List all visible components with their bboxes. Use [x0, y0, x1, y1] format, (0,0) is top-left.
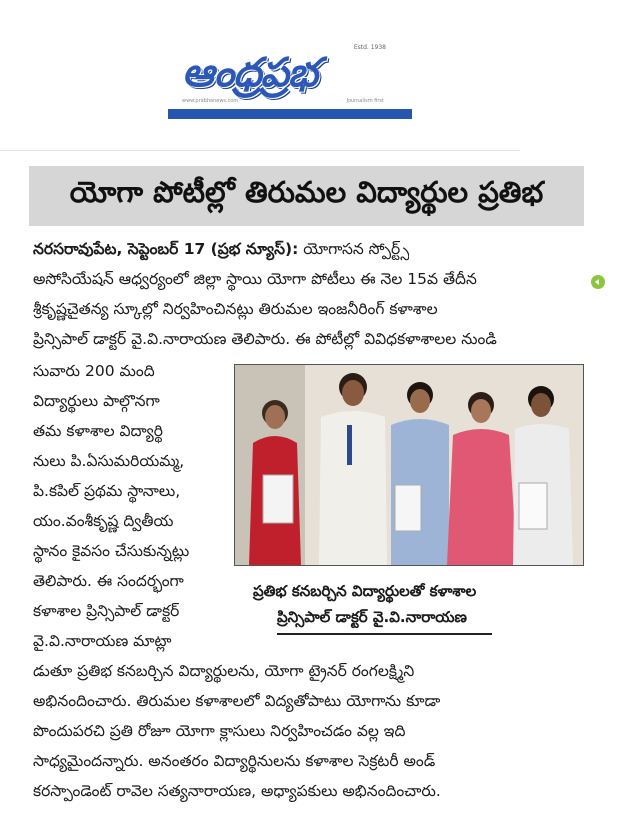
photo-caption-line-1: ప్రతిభ కనబర్చిన విద్యార్థులతో కళాశాల: [253, 582, 477, 600]
article-line-4: ప్రిన్సిపాల్ డాక్టర్ వై.వి.నారాయణ తెలిపారు. ఈ పోటీల్లో వివిధకళాశాలల నుండి: [33, 330, 497, 348]
article-line-14: వై.వి.నారాయణ మాట్లా: [33, 632, 172, 650]
article-line-8: నులు పి.ఏసుమరియమ్మ,: [33, 452, 185, 470]
article-line-19: కరస్పాండెంట్ రావెల సత్యనారాయణ, అధ్యాపకులు అభినందించారు.: [33, 782, 441, 800]
article-line-text: యోగాసన స్పోర్ట్స్: [303, 240, 410, 258]
tagline-label: Journalism first: [346, 98, 384, 104]
article-line-15: డుతూ ప్రతిభ కనబర్చిన విద్యార్థులను, యోగా ట్రైనర్ రంగలక్ష్మిని: [33, 662, 415, 680]
logo-bar: [168, 109, 412, 119]
article-line-12: తెలిపారు. ఈ సందర్భంగా: [33, 572, 184, 590]
article-line-9: పి.కపిల్ ప్రథమ స్థానాలు,: [33, 482, 181, 500]
caption-underline: [277, 633, 492, 635]
newspaper-logo: ఆంధ్రప్రభ: [182, 50, 317, 96]
article-photo: [234, 364, 584, 566]
group-photo-illustration: [235, 365, 583, 565]
article-line-6: విద్యార్థులు పాల్గొనగా: [33, 392, 160, 410]
divider: [0, 150, 520, 151]
masthead: [168, 40, 412, 122]
article-line-10: యం.వంశీకృష్ణ ద్వితీయ: [33, 512, 174, 530]
article-line-2: అసోసియేషన్ ఆధ్వర్యంలో జిల్లా స్థాయి యోగా పోటీలు ఈ నెల 15వ తేదీన: [33, 270, 477, 288]
article-line-17: పొందుపరచి ప్రతి రోజూ యోగా క్లాసులు నిర్వహించడం వల్ల ఇది: [33, 722, 406, 740]
website-label: www.prabhanews.com: [182, 98, 239, 104]
article-line-18: సాధ్యమైందన్నారు. అనంతరం విద్యార్థినులను కళాశాల సెక్రటరీ అండ్: [33, 752, 436, 770]
article-line-1: [33, 240, 409, 262]
headline: యోగా పోటీల్లో తిరుమల విద్యార్థుల ప్రతిభ: [29, 166, 584, 226]
article-line-3: శ్రీకృష్ణచైతన్య స్కూల్లో నిర్వహించినట్లు తిరుమల ఇంజనీరింగ్ కళాశాల: [33, 300, 438, 318]
article-line-16: అభినందించారు. తిరుమల కళాశాలలో విద్యతోపాటు యోగాను కూడా: [33, 692, 441, 710]
article-line-11: స్థానం కైవసం చేసుకున్నట్లు: [33, 542, 190, 560]
article-line-5: సువారు 200 మంది: [33, 362, 155, 380]
dateline: నరసరావుపేట, సెప్టెంబర్ 17 (ప్రభ న్యూస్):: [33, 240, 299, 258]
photo-caption-line-2: ప్రిన్సిపాల్ డాక్టర్ వై.వి.నారాయణ: [277, 608, 467, 626]
article-line-7: తమ కళాశాల విద్యార్థి: [33, 422, 163, 440]
next-arrow-icon[interactable]: [591, 275, 605, 289]
article-line-13: కళాశాల ప్రిన్సిపాల్ డాక్టర్: [33, 602, 180, 620]
estd-label: Estd. 1938: [353, 44, 386, 51]
